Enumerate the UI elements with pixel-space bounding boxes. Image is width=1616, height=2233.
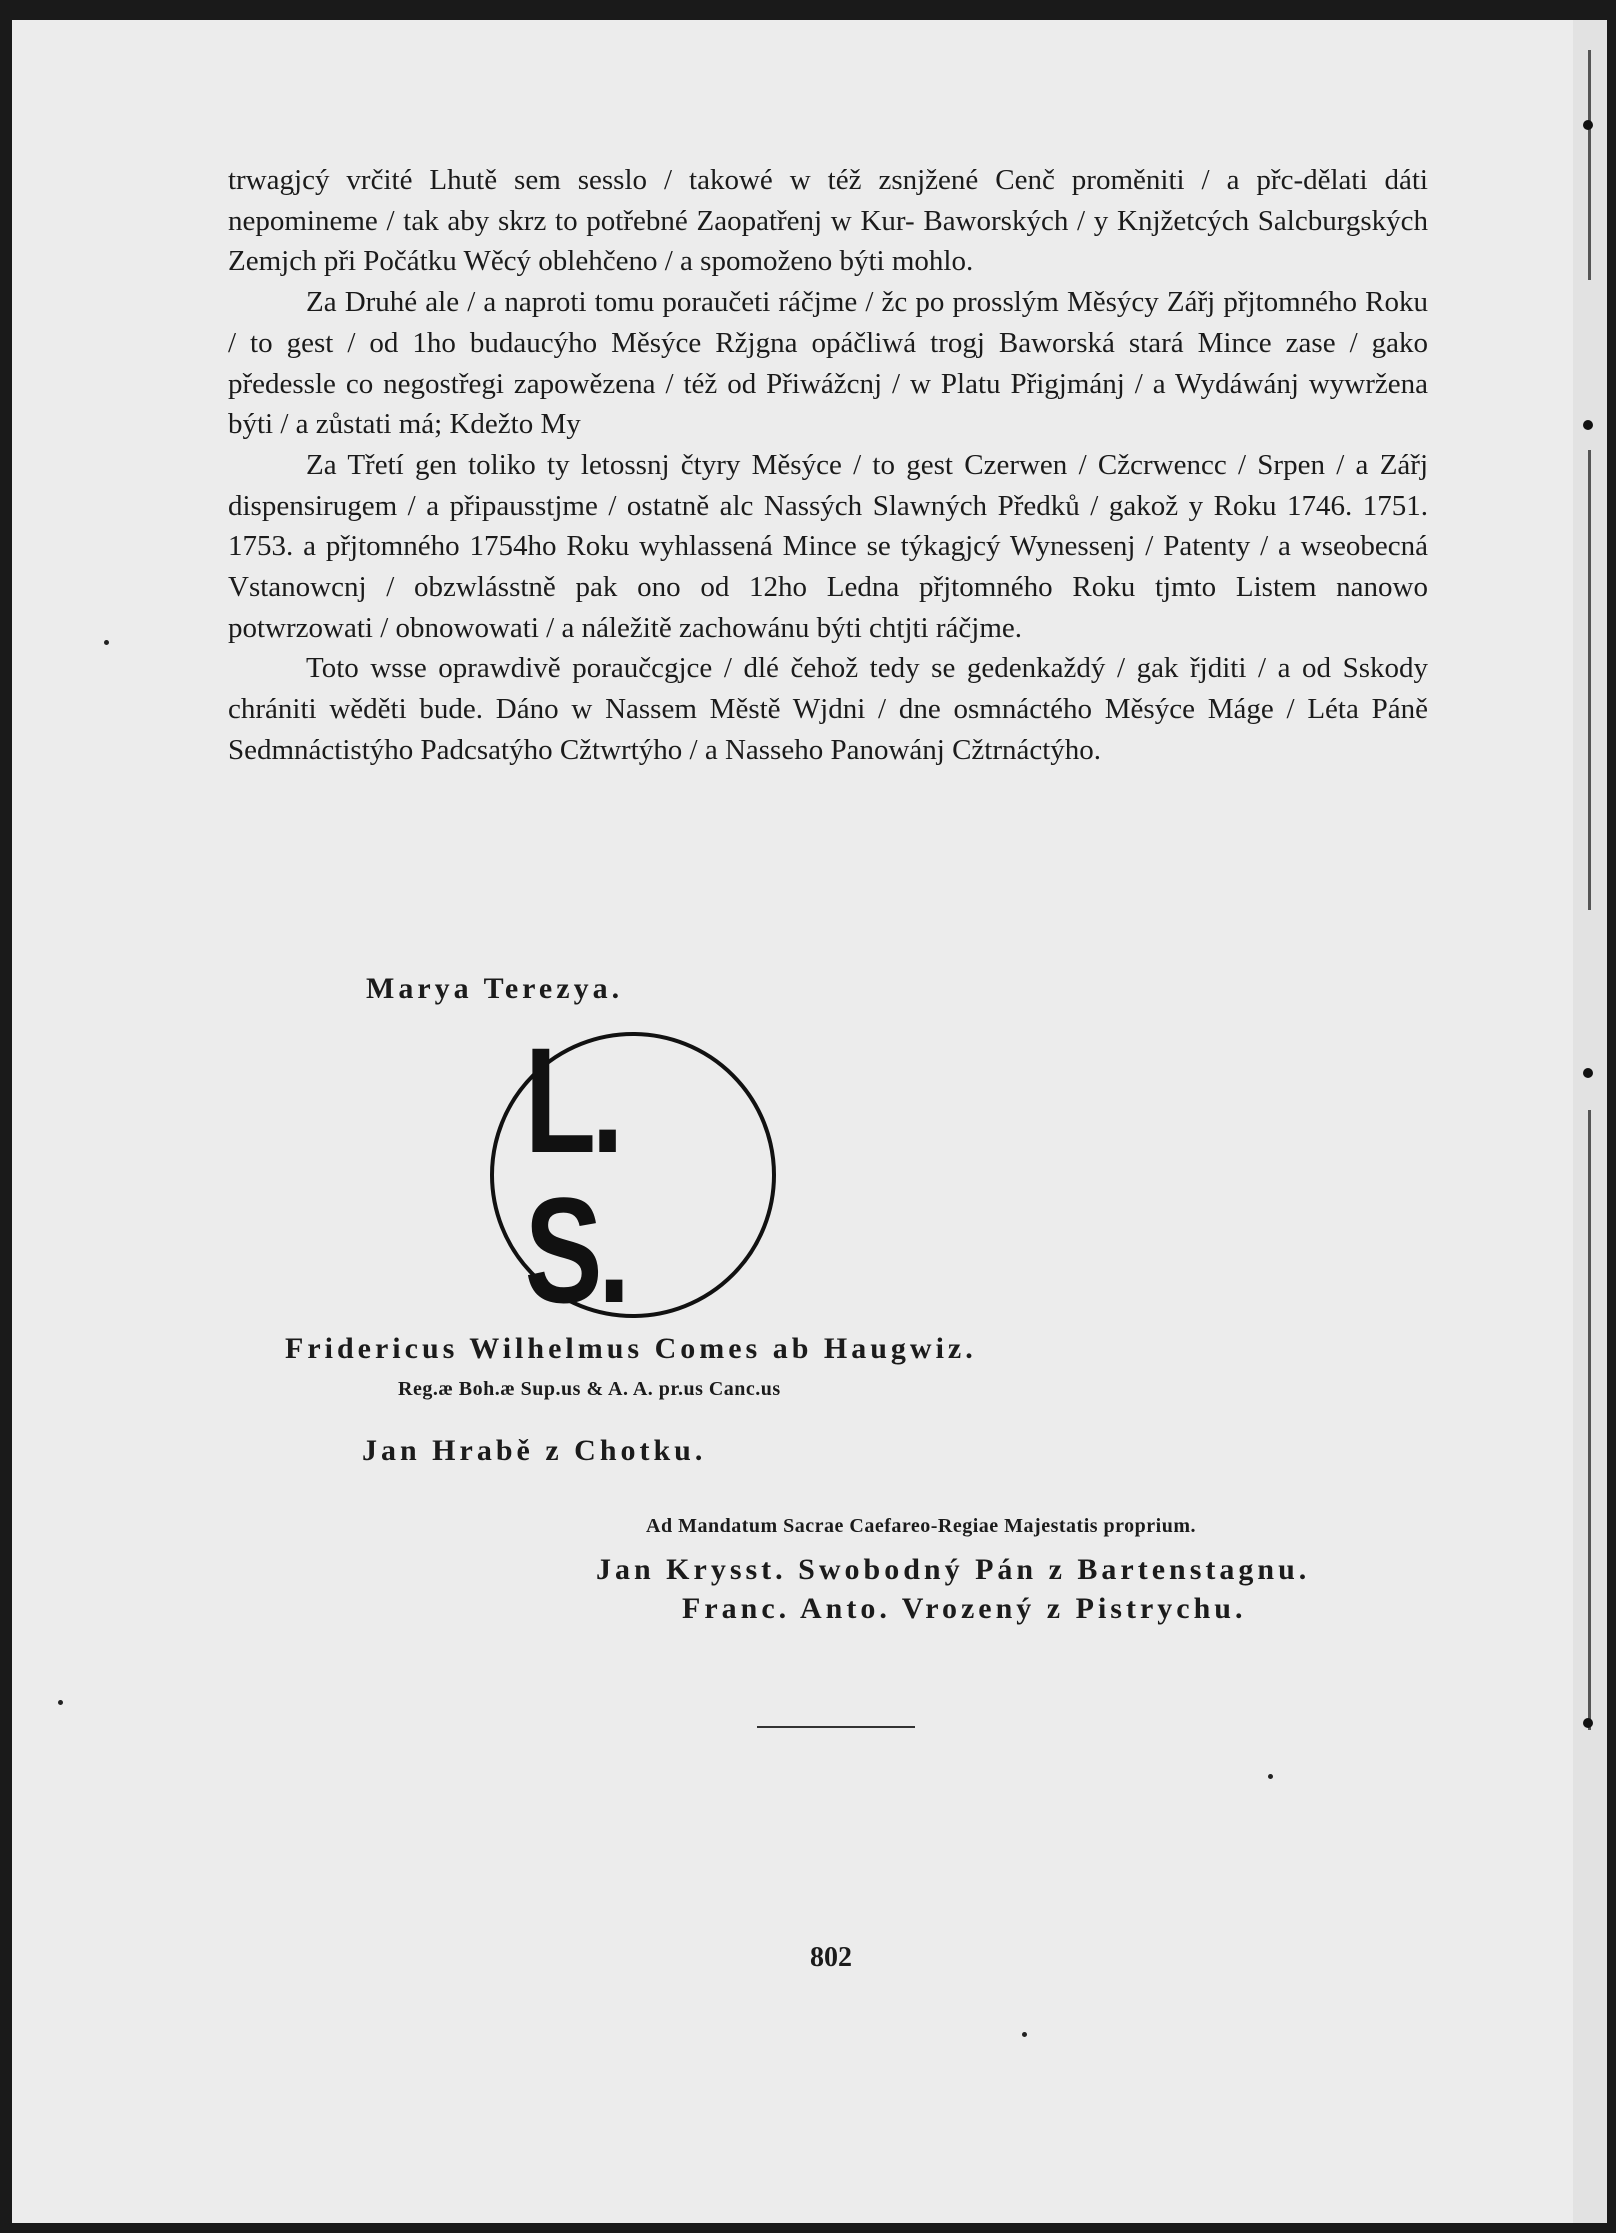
- speck: [1022, 2032, 1027, 2037]
- edge-dot: [1583, 120, 1593, 130]
- edge-dot: [1583, 1718, 1593, 1728]
- edge-mark: [1588, 450, 1591, 910]
- second-signature: Jan Hrabě z Chotku.: [362, 1434, 707, 1467]
- edge-mark: [1588, 50, 1591, 280]
- secretary-signature: Jan Krysst. Swobodný Pán z Bartenstagnu.: [596, 1553, 1311, 1586]
- decree-text: [228, 160, 1428, 771]
- secretary-signature: Franc. Anto. Vrozený z Pistrychu.: [682, 1592, 1247, 1625]
- page-number: 802: [810, 1942, 852, 1973]
- speck: [1268, 1774, 1273, 1779]
- speck: [104, 640, 109, 645]
- paragraph: trwagjcý vrčité Lhutě sem sesslo / takowé w též zsnjžené Cenč proměniti / a přc-dělati dáti nepomineme / tak aby skrz to potřebné Zaopatřenj w Kur- Baworských / y Knjžetcých Salcburgských Zemjch při Počátku Wěcý oblehčeno / a spomoženo býti mohlo.: [228, 164, 1428, 278]
- seal-text: L. S.: [524, 1016, 626, 1334]
- speck: [58, 1700, 63, 1705]
- chancellor-signature: Fridericus Wilhelmus Comes ab Haugwiz.: [285, 1332, 977, 1365]
- divider: [757, 1726, 915, 1728]
- monarch-signature: Marya Terezya.: [366, 972, 624, 1005]
- edge-dot: [1583, 420, 1593, 430]
- paragraph: Za Třetí gen toliko ty letossnj čtyry Měsýce / to gest Czerwen / Cžcrwencc / Srpen / a Zářj dispensirugem / a připausstjme / ostatně alc Nassých Slawných Předků / gakož y Roku 1746. 1751. 1753. a přjtomného 1754ho Roku wyhlassená Mince se týkagjcý Wynessenj / Patenty / a wseobecná Vstanowcnj / obzwlásstně pak ono od 12ho Ledna přjtomného Roku tjmto Listem nanowo potwrzowati / obnowowati / a náležitě zachowánu býti chtjti ráčjme.: [228, 448, 1428, 644]
- seal-circle: [490, 1016, 776, 1334]
- paragraph: Za Druhé ale / a naproti tomu poraučeti ráčjme / žc po prosslým Měsýcy Zářj přjtomného Roku / to gest / od 1ho budaucýho Měsýce Ržjgna opáčliwá trogj Baworská stará Mince zase / gako předessle co negostřegi zapowězena / též od Přiwážcnj / w Platu Přigjmánj / a Wydáwánj wywržena býti / a zůstati má; Kdežto My: [228, 286, 1428, 441]
- mandate-line: Ad Mandatum Sacrae Caefareo-Regiae Majestatis proprium.: [646, 1515, 1197, 1537]
- edge-dot: [1583, 1068, 1593, 1078]
- paragraph: Toto wsse oprawdivě poraučcgjce / dlé čehož tedy se gedenkaždý / gak řjditi / a od Sskody chrániti wěděti bude. Dáno w Nassem Městě Wjdni / dne osmnáctého Měsýce Máge / Léta Páně Sedmnáctistýho Padcsatýho Cžtwrtýho / a Nasseho Panowánj Cžtrnáctýho.: [228, 652, 1428, 766]
- edge-mark: [1588, 1110, 1591, 1730]
- chancellor-title: Reg.æ Boh.æ Sup.us & A. A. pr.us Canc.us: [398, 1378, 781, 1400]
